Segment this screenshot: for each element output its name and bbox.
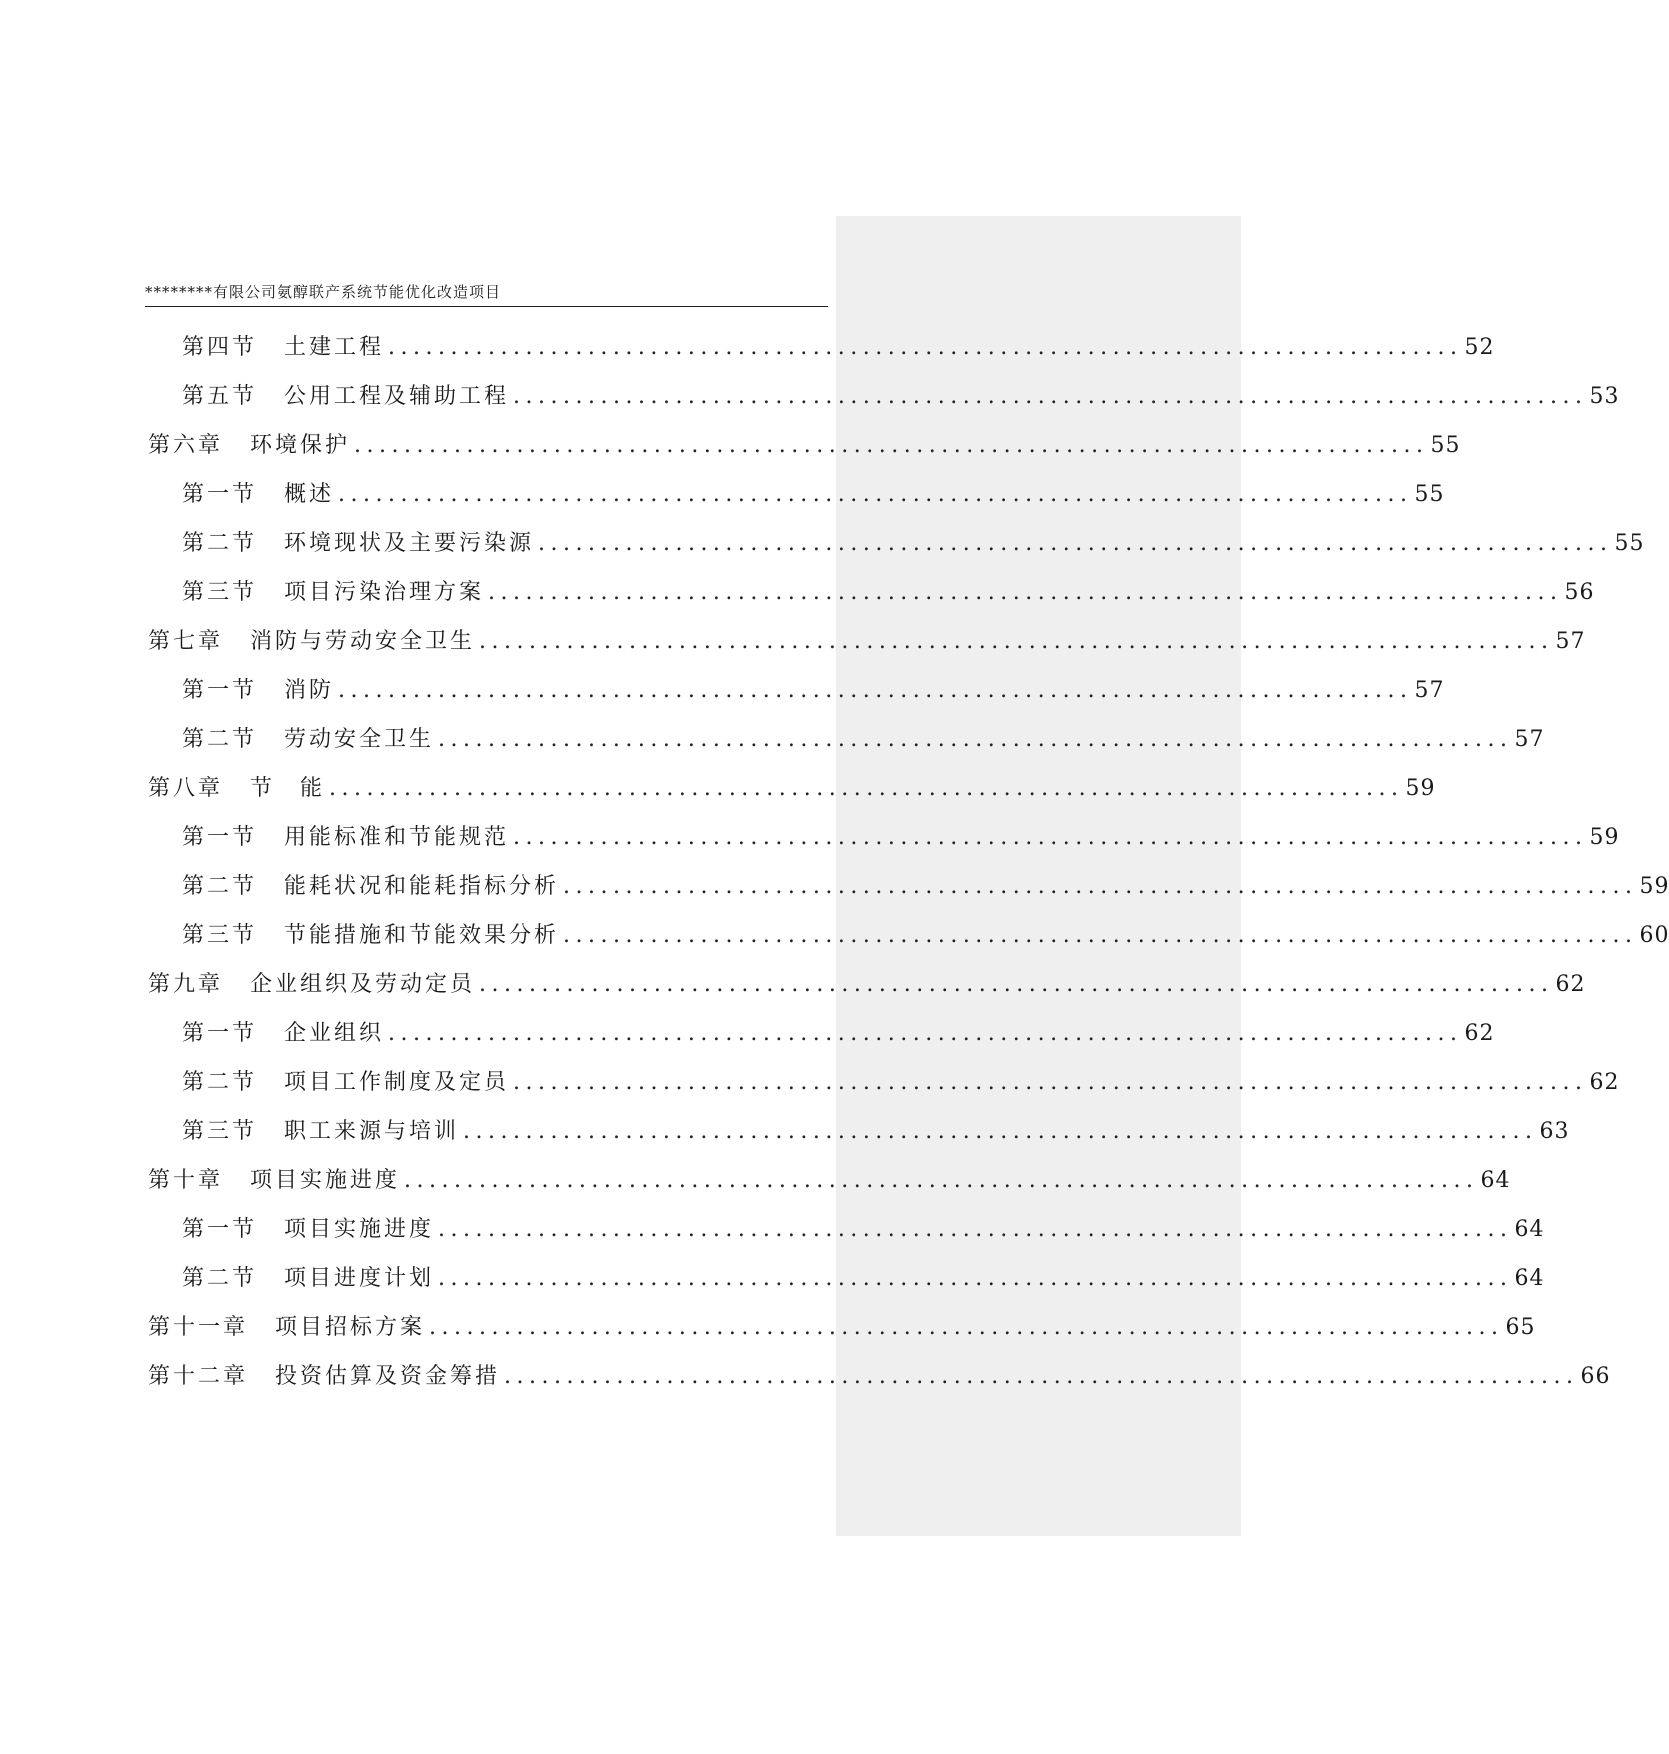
toc-page-number: 56 — [1564, 580, 1595, 605]
toc-entry-number: 第二节 — [182, 1070, 258, 1095]
toc-entry-title: 项目实施进度 — [250, 1168, 401, 1193]
toc-entry-number: 第二节 — [182, 1266, 258, 1291]
toc-page-number: 62 — [1464, 1021, 1495, 1046]
toc-page-number: 64 — [1480, 1168, 1511, 1193]
running-header: ********有限公司氨醇联产系统节能优化改造项目 — [145, 283, 502, 301]
dot-leader: ...................................................................................... — [438, 1217, 1513, 1242]
toc-entry-number: 第二节 — [182, 874, 258, 899]
dot-leader: ...................................................................................... — [488, 580, 1563, 605]
dot-leader: ...................................................................................... — [513, 384, 1588, 409]
toc-entry-title: 用能标准和节能规范 — [284, 825, 510, 850]
toc-entry-title: 消防与劳动安全卫生 — [250, 629, 476, 654]
toc-section-entry[interactable] — [148, 1016, 1495, 1065]
toc-page-number: 62 — [1589, 1070, 1620, 1095]
dot-leader: ...................................................................................... — [504, 1364, 1579, 1389]
dot-leader: ...................................................................................... — [338, 482, 1413, 507]
toc-entry-number: 第四节 — [182, 335, 258, 360]
toc-entry-title: 劳动安全卫生 — [284, 727, 435, 752]
dot-leader: ...................................................................................... — [463, 1119, 1538, 1144]
toc-chapter-entry[interactable] — [148, 771, 1436, 820]
toc-entry-number: 第二节 — [182, 727, 258, 752]
toc-section-entry[interactable] — [148, 869, 1669, 918]
toc-page-number: 55 — [1430, 433, 1461, 458]
toc-page-number: 59 — [1589, 825, 1620, 850]
table-of-contents — [148, 330, 1669, 1408]
dot-leader: ...................................................................................... — [538, 531, 1613, 556]
dot-leader: ...................................................................................... — [354, 433, 1429, 458]
dot-leader: ...................................................................................... — [329, 776, 1404, 801]
toc-entry-title: 项目招标方案 — [275, 1315, 426, 1340]
toc-entry-title: 投资估算及资金筹措 — [275, 1364, 501, 1389]
toc-entry-title: 项目污染治理方案 — [284, 580, 485, 605]
toc-entry-number: 第五节 — [182, 384, 258, 409]
toc-entry-number: 第六章 — [148, 433, 224, 458]
toc-entry-number: 第十一章 — [148, 1315, 249, 1340]
dot-leader: ...................................................................................... — [438, 1266, 1513, 1291]
toc-section-entry[interactable] — [148, 477, 1445, 526]
toc-page-number: 63 — [1539, 1119, 1570, 1144]
toc-section-entry[interactable] — [148, 722, 1545, 771]
toc-page-number: 57 — [1555, 629, 1586, 654]
toc-page-number: 57 — [1514, 727, 1545, 752]
toc-section-entry[interactable] — [148, 575, 1595, 624]
toc-entry-title: 项目进度计划 — [284, 1266, 435, 1291]
toc-entry-title: 环境现状及主要污染源 — [284, 531, 535, 556]
dot-leader: ...................................................................................... — [404, 1168, 1479, 1193]
toc-section-entry[interactable] — [148, 673, 1445, 722]
toc-page-number: 59 — [1639, 874, 1669, 899]
toc-section-entry[interactable] — [148, 1261, 1545, 1310]
toc-entry-title: 概述 — [284, 482, 335, 507]
toc-entry-title: 职工来源与培训 — [284, 1119, 460, 1144]
toc-page-number: 60 — [1639, 923, 1669, 948]
toc-page-number: 53 — [1589, 384, 1620, 409]
toc-entry-number: 第三节 — [182, 580, 258, 605]
toc-entry-number: 第三节 — [182, 923, 258, 948]
toc-entry-title: 土建工程 — [284, 335, 385, 360]
dot-leader: ...................................................................................... — [479, 629, 1554, 654]
toc-entry-number: 第八章 — [148, 776, 224, 801]
toc-entry-number: 第一节 — [182, 1021, 258, 1046]
toc-entry-number: 第三节 — [182, 1119, 258, 1144]
toc-page-number: 55 — [1614, 531, 1645, 556]
toc-section-entry[interactable] — [148, 1065, 1620, 1114]
toc-entry-number: 第十章 — [148, 1168, 224, 1193]
toc-section-entry[interactable] — [148, 918, 1669, 967]
toc-entry-number: 第七章 — [148, 629, 224, 654]
toc-section-entry[interactable] — [148, 1114, 1570, 1163]
dot-leader: ...................................................................................... — [479, 972, 1554, 997]
toc-section-entry[interactable] — [148, 820, 1620, 869]
toc-entry-number: 第一节 — [182, 1217, 258, 1242]
dot-leader: ...................................................................................... — [338, 678, 1413, 703]
toc-page-number: 52 — [1464, 335, 1495, 360]
dot-leader: ...................................................................................... — [563, 874, 1638, 899]
toc-entry-number: 第十二章 — [148, 1364, 249, 1389]
toc-entry-title: 企业组织 — [284, 1021, 385, 1046]
toc-chapter-entry[interactable] — [148, 1310, 1536, 1359]
toc-entry-number: 第九章 — [148, 972, 224, 997]
toc-section-entry[interactable] — [148, 526, 1645, 575]
toc-page-number: 64 — [1514, 1266, 1545, 1291]
toc-entry-number: 第一节 — [182, 678, 258, 703]
toc-entry-title: 节能措施和节能效果分析 — [284, 923, 560, 948]
toc-entry-number: 第一节 — [182, 482, 258, 507]
toc-page-number: 62 — [1555, 972, 1586, 997]
toc-entry-title: 环境保护 — [250, 433, 351, 458]
toc-chapter-entry[interactable] — [148, 624, 1586, 673]
toc-page-number: 66 — [1580, 1364, 1611, 1389]
dot-leader: ...................................................................................... — [388, 1021, 1463, 1046]
toc-entry-title: 项目实施进度 — [284, 1217, 435, 1242]
toc-section-entry[interactable] — [148, 330, 1495, 379]
toc-page-number: 59 — [1405, 776, 1436, 801]
dot-leader: ...................................................................................... — [563, 923, 1638, 948]
dot-leader: ...................................................................................... — [513, 825, 1588, 850]
toc-entry-title: 能耗状况和能耗指标分析 — [284, 874, 560, 899]
dot-leader: ...................................................................................... — [438, 727, 1513, 752]
toc-chapter-entry[interactable] — [148, 428, 1461, 477]
toc-chapter-entry[interactable] — [148, 1359, 1611, 1408]
dot-leader: ...................................................................................... — [513, 1070, 1588, 1095]
toc-page-number: 65 — [1505, 1315, 1536, 1340]
toc-chapter-entry[interactable] — [148, 967, 1586, 1016]
dot-leader: ...................................................................................... — [388, 335, 1463, 360]
toc-section-entry[interactable] — [148, 379, 1620, 428]
dot-leader: ...................................................................................... — [429, 1315, 1504, 1340]
toc-entry-number: 第一节 — [182, 825, 258, 850]
toc-entry-number: 第二节 — [182, 531, 258, 556]
toc-page-number: 57 — [1414, 678, 1445, 703]
toc-entry-title: 消防 — [284, 678, 335, 703]
toc-page-number: 55 — [1414, 482, 1445, 507]
toc-entry-title: 公用工程及辅助工程 — [284, 384, 510, 409]
toc-chapter-entry[interactable] — [148, 1163, 1511, 1212]
toc-entry-title: 项目工作制度及定员 — [284, 1070, 510, 1095]
toc-page-number: 64 — [1514, 1217, 1545, 1242]
toc-entry-title: 节 能 — [250, 776, 326, 801]
toc-entry-title: 企业组织及劳动定员 — [250, 972, 476, 997]
toc-section-entry[interactable] — [148, 1212, 1545, 1261]
header-rule — [145, 306, 828, 307]
